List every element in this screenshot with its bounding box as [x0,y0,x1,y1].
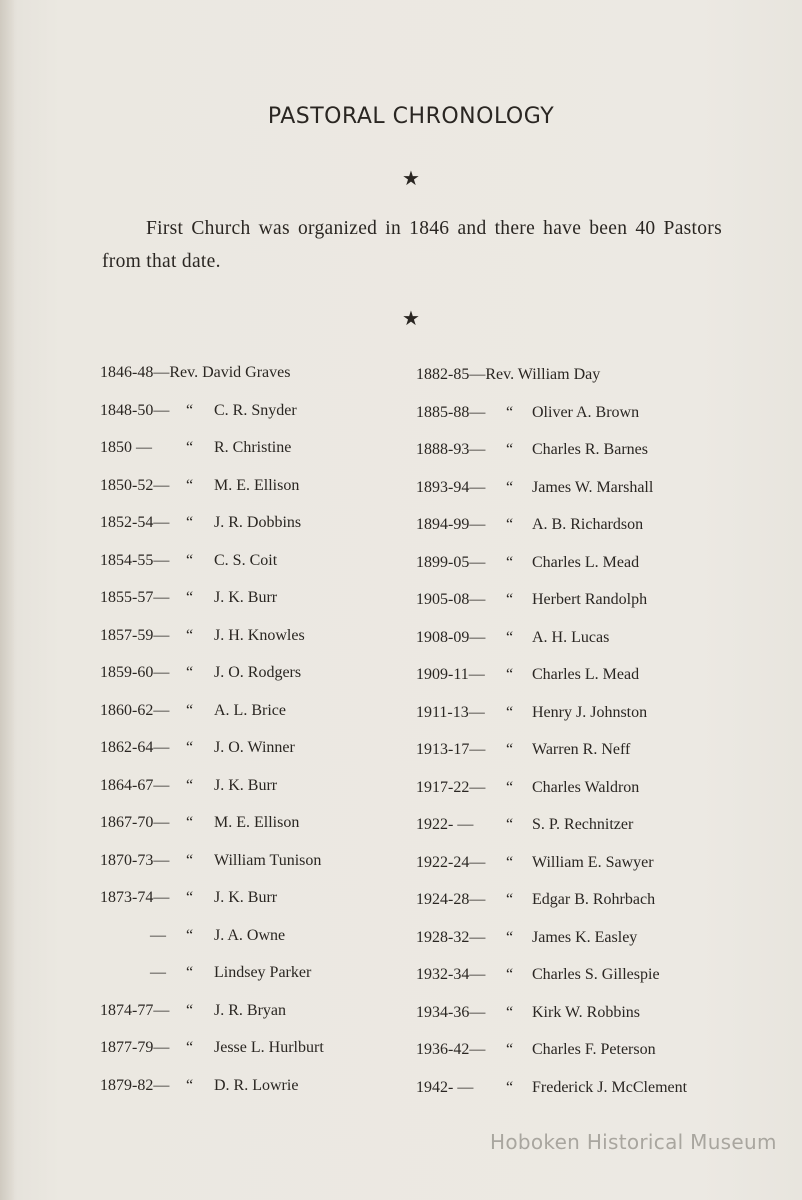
pastor-entry [94,885,394,923]
ditto-mark: “ [186,1039,194,1056]
pastor-entry [94,585,394,623]
ditto-mark: “ [506,441,514,458]
pastor-name: Lindsey Parker [214,964,312,981]
pastor-entry [410,437,740,475]
pastor-years: 1870-73— [100,851,170,869]
pastor-entry-first: 1882-85—Rev. William Day [416,366,601,383]
pastor-years: 1852-54— [100,514,170,531]
pastor-name: William E. Sawyer [532,853,654,871]
pastor-entry [94,510,394,548]
pastor-years: 1911-13— [416,703,485,721]
ditto-mark: “ [186,1001,194,1019]
pastor-name: Jesse L. Hurlburt [214,1039,324,1056]
pastor-entry [94,923,394,961]
pastor-entry [94,360,394,398]
museum-watermark: Hoboken Historical Museum [490,1130,777,1154]
pastor-years: 1922-24— [416,853,486,871]
pastor-years: 1934-36— [416,1003,486,1021]
pastor-name: Charles L. Mead [532,666,640,683]
pastor-years: 1857-59— [100,626,170,644]
pastor-entry [94,398,394,436]
pastor-name: M. E. Ellison [214,476,300,494]
pastor-years: 1942- — [416,1078,474,1096]
ditto-mark: “ [186,439,194,456]
pastor-entry [94,810,394,848]
pastor-name: William Tunison [214,851,322,869]
ditto-mark: “ [186,776,194,794]
pastor-years: 1899-05— [416,553,486,571]
pastor-entry [410,475,740,513]
pastor-entry [410,737,740,775]
pastor-years: 1885-88— [416,403,486,421]
ditto-mark: “ [506,1041,514,1058]
pastor-entry-first: 1846-48—Rev. David Graves [100,364,291,381]
pastor-entry [410,1075,740,1113]
pastor-years: 1932-34— [416,966,486,983]
pastor-name: R. Christine [214,439,292,456]
pastor-name: Henry J. Johnston [532,703,648,721]
pastor-name: J. R. Dobbins [214,514,302,531]
ditto-mark: “ [506,591,514,608]
pastor-entry [410,925,740,963]
pastor-entry [410,400,740,438]
pastor-years: — [150,964,166,981]
pastor-entry [410,587,740,625]
pastor-name: J. K. Burr [214,889,278,906]
ditto-mark: “ [186,889,194,906]
ditto-mark: “ [186,926,194,944]
ditto-mark: “ [186,964,194,981]
ditto-mark: “ [506,853,514,871]
ditto-mark: “ [506,778,514,796]
pastor-name: A. L. Brice [214,701,286,719]
ditto-mark: “ [506,891,514,908]
pastor-entry [410,362,740,400]
pastor-years: 1908-09— [416,628,486,646]
pastor-entry [410,550,740,588]
pastor-list-left-column [94,360,394,1110]
ditto-mark: “ [186,664,194,681]
pastor-name: Charles L. Mead [532,553,640,571]
pastor-entry [410,775,740,813]
pastor-years: 1879-82— [100,1076,170,1094]
pastor-years: 1905-08— [416,591,486,608]
pastor-name: J. O. Rodgers [214,664,302,681]
pastor-entry [94,998,394,1036]
pastor-years: 1850-52— [100,476,170,494]
pastor-name: A. H. Lucas [532,628,610,646]
pastor-name: J. R. Bryan [214,1001,286,1019]
pastor-years: 1862-64— [100,739,170,756]
pastor-years: 1888-93— [416,441,486,458]
pastor-name: M. E. Ellison [214,814,300,831]
pastor-years: 1859-60— [100,664,170,681]
ditto-mark: “ [506,666,514,683]
pastor-list-right-column [410,362,740,1112]
pastor-years: 1913-17— [416,741,486,758]
pastor-years: 1860-62— [100,701,170,719]
ditto-mark: “ [186,814,194,831]
pastor-entry [410,887,740,925]
pastor-entry [410,962,740,1000]
pastor-years: — [150,926,166,944]
pastor-entry [94,735,394,773]
pastor-entry [94,623,394,661]
pastor-name: C. R. Snyder [214,401,297,419]
pastor-years: 1854-55— [100,551,170,569]
ditto-mark: “ [506,628,514,646]
pastor-name: J. A. Owne [214,926,286,944]
ditto-mark: “ [506,703,514,721]
pastor-years: 1873-74— [100,889,170,906]
ditto-mark: “ [506,741,514,758]
pastor-name: Edgar B. Rohrbach [532,891,656,908]
pastor-entry [410,625,740,663]
pastor-years: 1922- — [416,816,474,833]
pastor-name: Charles F. Peterson [532,1041,656,1058]
pastor-years: 1917-22— [416,778,486,796]
pastor-entry [94,848,394,886]
pastor-entry [94,548,394,586]
intro-paragraph: First Church was organized in 1846 and there have been 40 Pastors from that date. [102,218,722,272]
pastor-years: 1864-67— [100,776,170,794]
pastor-name: J. H. Knowles [214,626,305,644]
pastor-entry [94,435,394,473]
pastor-entry [94,660,394,698]
pastor-entry [410,512,740,550]
pastor-entry [410,1000,740,1038]
pastor-name: Charles R. Barnes [532,441,648,458]
pastor-entry [94,698,394,736]
pastor-entry [94,773,394,811]
ditto-mark: “ [506,1078,514,1096]
pastor-years: 1850 — [100,439,152,456]
pastor-entry [410,700,740,738]
ditto-mark: “ [506,516,514,533]
pastor-name: James W. Marshall [532,478,654,496]
ditto-mark: “ [186,589,194,606]
pastor-name: Herbert Randolph [532,591,648,608]
pastor-name: Charles Waldron [532,778,640,796]
pastor-years: 1877-79— [100,1039,170,1056]
ditto-mark: “ [186,851,194,869]
ditto-mark: “ [186,701,194,719]
ditto-mark: “ [186,739,194,756]
pastor-years: 1855-57— [100,589,170,606]
pastor-years: 1848-50— [100,401,170,419]
pastor-years: 1924-28— [416,891,486,908]
pastor-years: 1936-42— [416,1041,486,1058]
page-binding-edge [0,0,14,1200]
ditto-mark: “ [506,1003,514,1021]
ditto-mark: “ [186,551,194,569]
ditto-mark: “ [506,478,514,496]
pastor-years: 1874-77— [100,1001,170,1019]
pastor-name: Charles S. Gillespie [532,966,660,983]
pastor-name: J. K. Burr [214,589,278,606]
ditto-mark: “ [506,816,514,833]
pastor-name: J. O. Winner [214,739,295,756]
pastor-name: Warren R. Neff [532,741,631,758]
pastor-entry [410,662,740,700]
pastor-entry [94,960,394,998]
pastor-name: Kirk W. Robbins [532,1003,641,1021]
pastor-entry [94,1035,394,1073]
pastor-name: J. K. Burr [214,776,278,794]
pastor-name: Oliver A. Brown [532,403,640,421]
page-title: PASTORAL CHRONOLOGY [267,104,555,129]
pastor-name: S. P. Rechnitzer [532,816,634,833]
pastor-years: 1928-32— [416,928,486,946]
ditto-mark: “ [506,553,514,571]
pastor-name: C. S. Coit [214,551,278,569]
ditto-mark: “ [506,403,514,421]
ditto-mark: “ [506,966,514,983]
ditto-mark: “ [186,1076,194,1094]
pastor-name: James K. Easley [532,928,638,946]
pastor-years: 1893-94— [416,478,486,496]
pastor-name: Frederick J. McClement [532,1078,688,1096]
pastor-years: 1909-11— [416,666,485,683]
ditto-mark: “ [506,928,514,946]
pastor-entry [410,850,740,888]
ditto-mark: “ [186,401,194,419]
pastor-entry [94,1073,394,1111]
ditto-mark: “ [186,476,194,494]
pastor-name: A. B. Richardson [532,516,644,533]
pastor-years: 1867-70— [100,814,170,831]
pastor-entry [94,473,394,511]
pastor-name: D. R. Lowrie [214,1076,299,1094]
ditto-mark: “ [186,514,194,531]
star-divider-top: ★ [402,168,420,190]
pastor-entry [410,812,740,850]
ditto-mark: “ [186,626,194,644]
star-divider-bottom: ★ [402,308,420,330]
pastor-entry [410,1037,740,1075]
pastor-years: 1894-99— [416,516,486,533]
